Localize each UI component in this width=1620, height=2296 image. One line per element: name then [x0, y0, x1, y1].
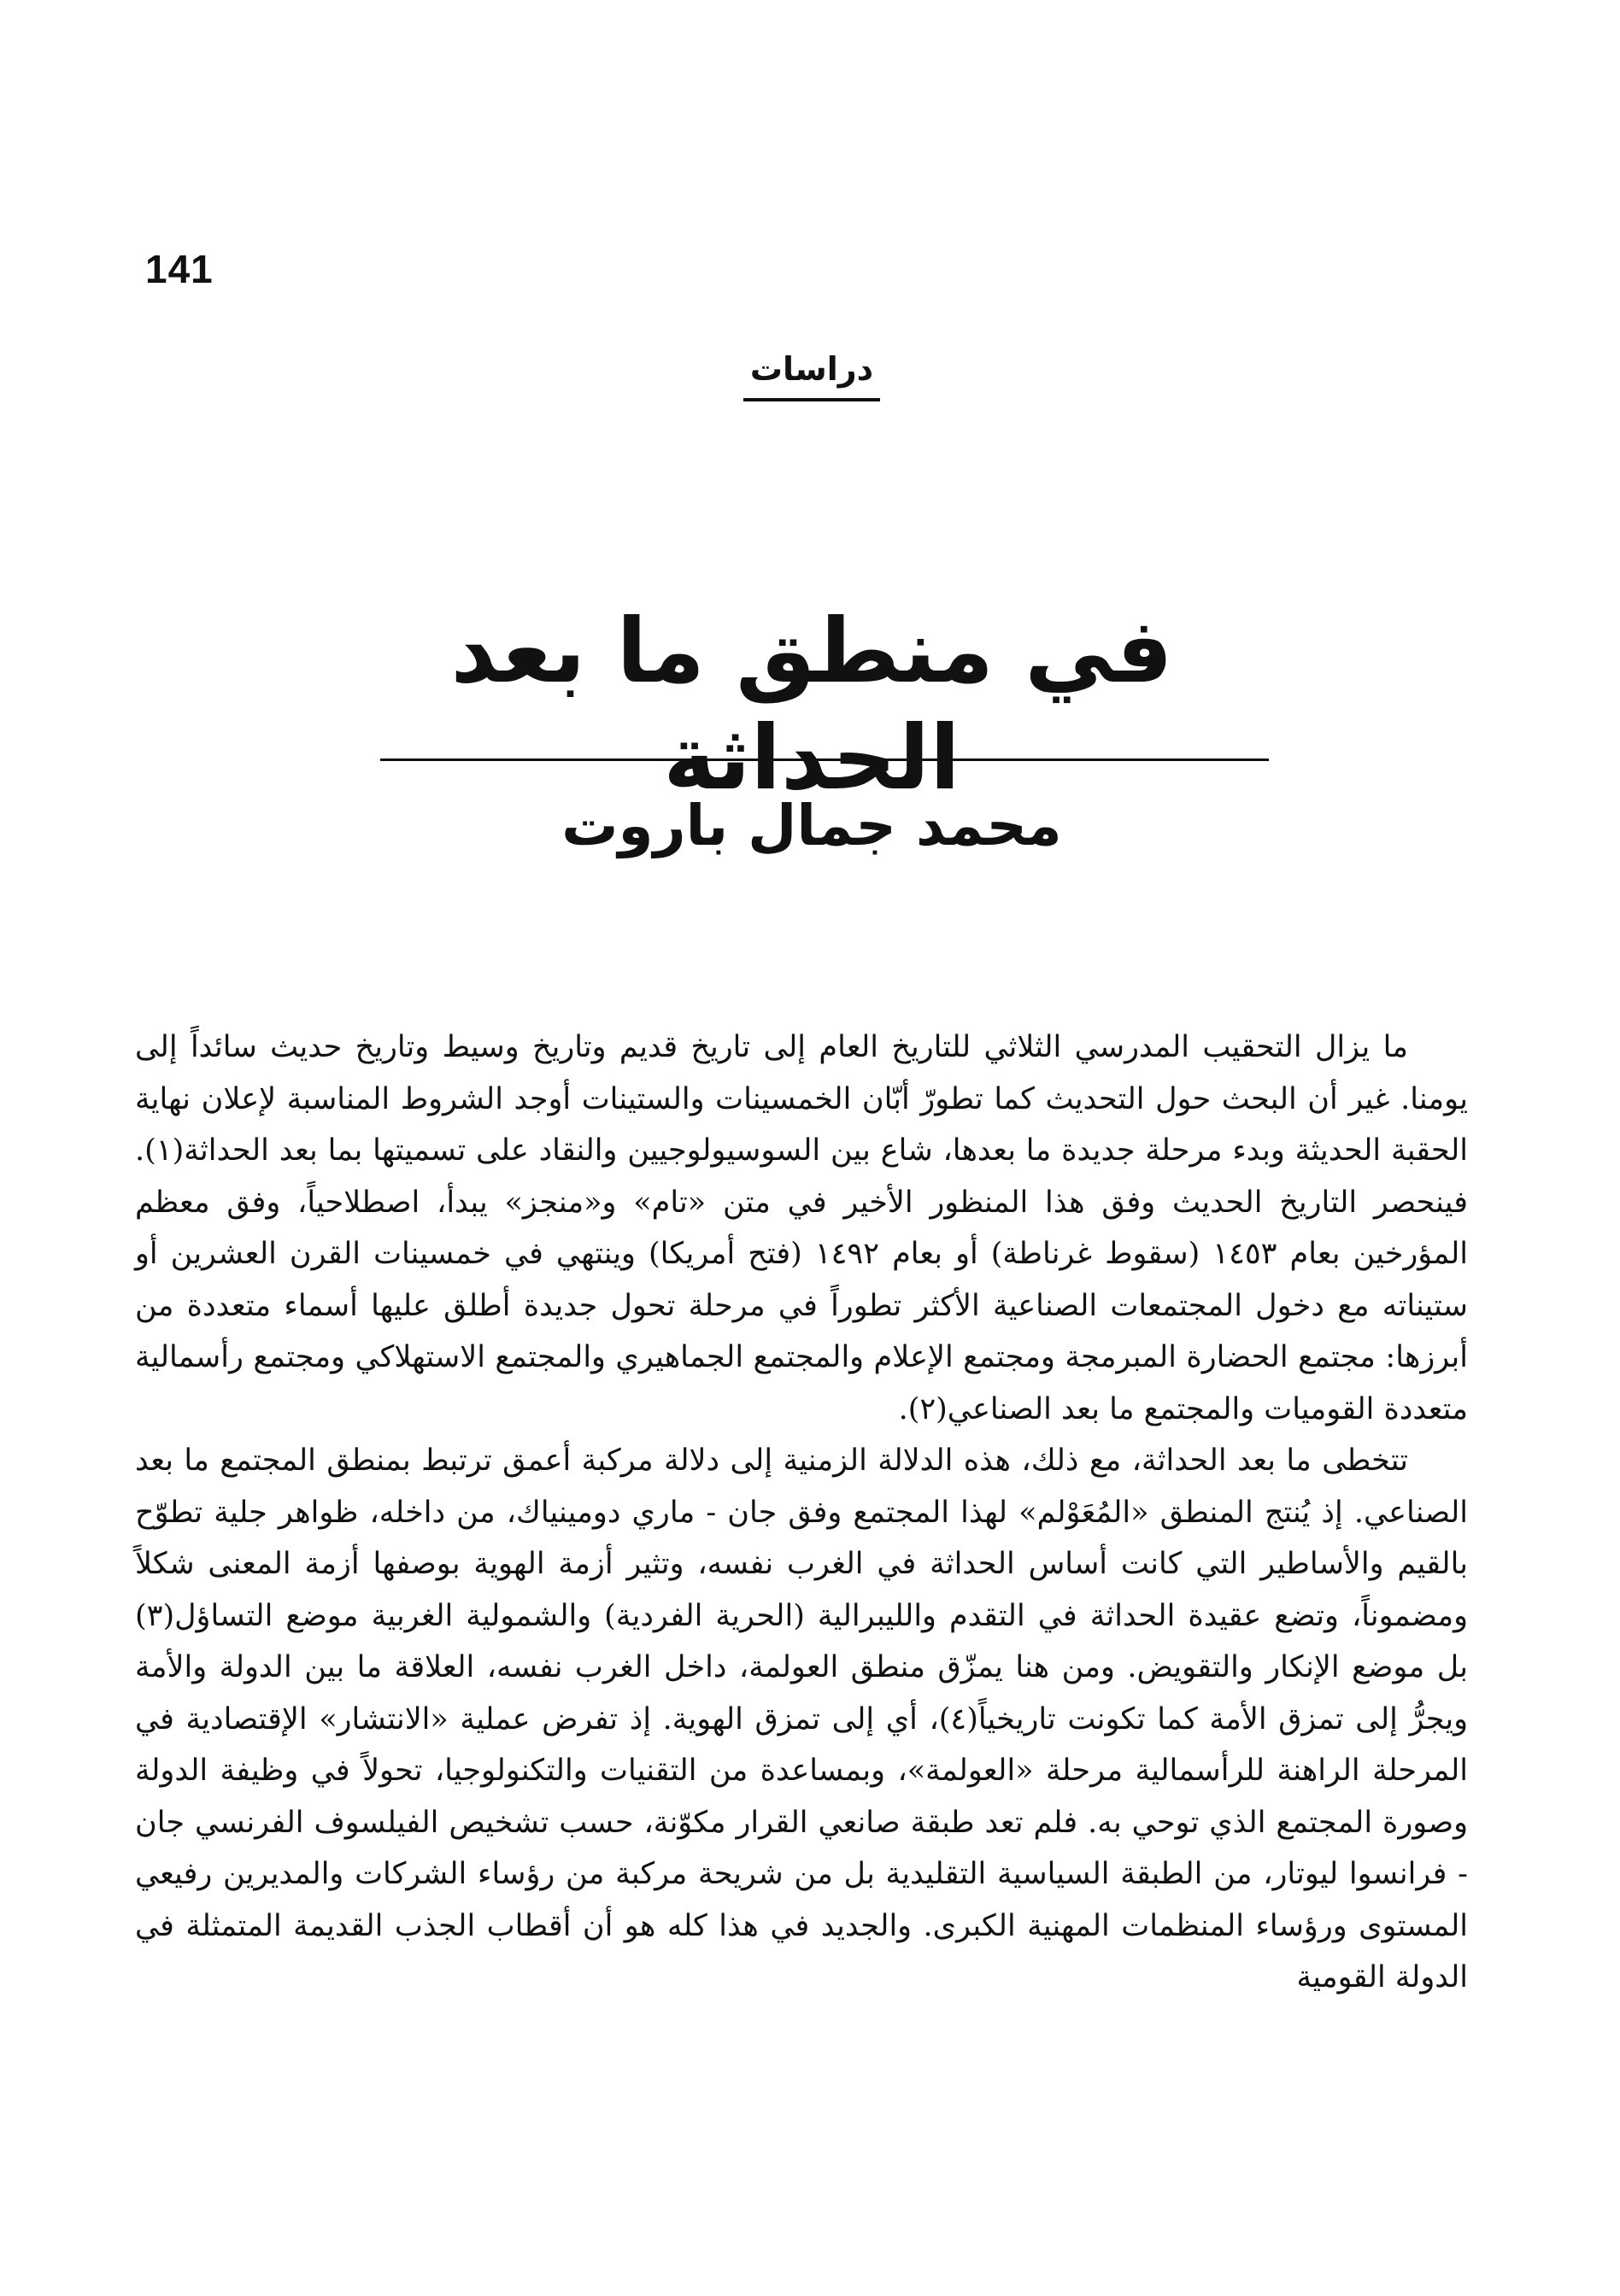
article-author: محمد جمال باروت [561, 793, 1062, 858]
section-label: دراسات [743, 350, 880, 401]
page-number: 141 [145, 247, 214, 291]
title-divider [380, 758, 1269, 761]
body-paragraph-1: ما يزال التحقيب المدرسي الثلاثي للتاريخ العام إلى تاريخ قديم وتاريخ وسيط وتاريخ حديث سائداً إلى يومنا. غير أن البحث حول التحديث كما تطورّ أبّان الخمسينات والستينات أوجد الشروط المناسبة لإعلان نهاية الحقبة الحديثة وبدء مرحلة جديدة ما بعدها، شاع بين السوسيولوجيين والنقاد على تسميتها بما بعد الحداثة(١). فينحصر التاريخ الحديث وفق هذا المنظور الأخير في متن «تام» و«منجز» يبدأ، اصطلاحياً، وفق معظم المؤرخين بعام ١٤٥٣ (سقوط غرناطة) أو بعام ١٤٩٢ (فتح أمريكا) وينتهي في خمسينات القرن العشرين أو ستيناته مع دخول المجتمعات الصناعية الأكثر تطوراً في مرحلة تحول جديدة أطلق عليها أسماء متعددة من أبرزها: مجتمع الحضارة المبرمجة ومجتمع الإعلام والمجتمع الجماهيري والمجتمع الاستهلاكي ومجتمع رأسمالية متعددة القوميات والمجتمع ما بعد الصناعي(٢). [135, 1030, 1468, 1426]
article-body [135, 1022, 1468, 2004]
body-paragraph-2: تتخطى ما بعد الحداثة، مع ذلك، هذه الدلالة الزمنية إلى دلالة مركبة أعمق ترتبط بمنطق المجتمع ما بعد الصناعي. إذ يُنتج المنطق «المُعَوْلم» لهذا المجتمع وفق جان - ماري دومينياك، من داخله، ظواهر جلية تطوّح بالقيم والأساطير التي كانت أساس الحداثة في الغرب نفسه، وتثير أزمة الهوية بوصفها أزمة المعنى شكلاً ومضموناً، وتضع عقيدة الحداثة في التقدم والليبرالية (الحرية الفردية) والشمولية الغربية موضع التساؤل(٣) بل موضع الإنكار والتقويض. ومن هنا يمزّق منطق العولمة، داخل الغرب نفسه، العلاقة ما بين الدولة والأمة ويجرُّ إلى تمزق الأمة كما تكونت تاريخياً(٤)، أي إلى تمزق الهوية. إذ تفرض عملية «الانتشار» الإقتصادية في المرحلة الراهنة للرأسمالية مرحلة «العولمة»، وبمساعدة من التقنيات والتكنولوجيا، تحولاً في وظيفة الدولة وصورة المجتمع الذي توحي به. فلم تعد طبقة صانعي القرار مكوّنة، حسب تشخيص الفيلسوف الفرنسي جان - فرانسوا ليوتار، من الطبقة السياسية التقليدية بل من شريحة مركبة من رؤساء الشركات والمديرين رفيعي المستوى ورؤساء المنظمات المهنية الكبرى. والجديد في هذا كله هو أن أقطاب الجذب القديمة المتمثلة في الدولة القومية [135, 1444, 1468, 1994]
article-title: في منطق ما بعد الحداثة [450, 599, 1173, 810]
